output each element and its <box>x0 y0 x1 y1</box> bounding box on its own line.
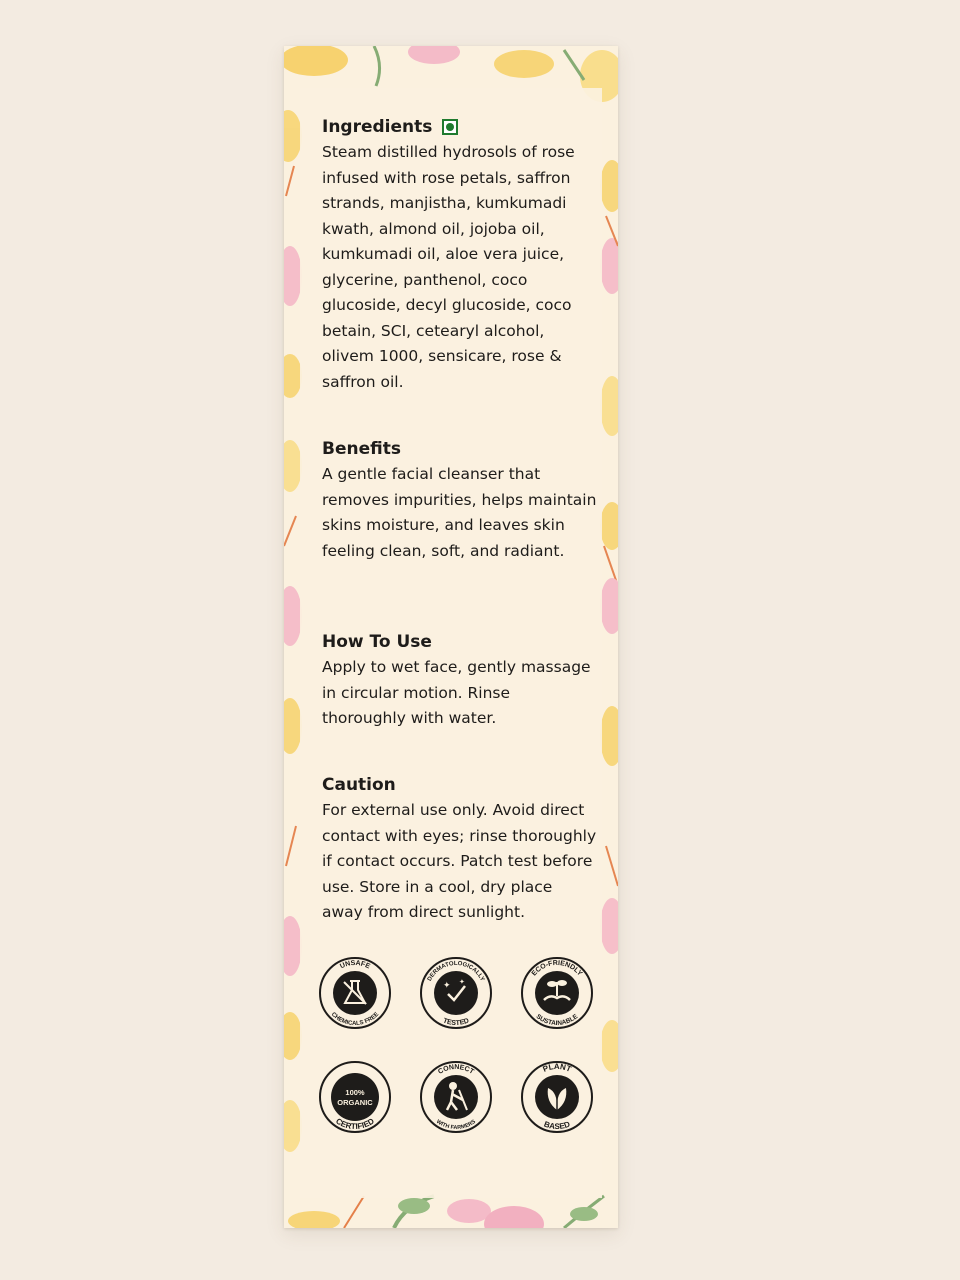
svg-text:✦: ✦ <box>459 978 465 986</box>
badge-bottom-text: BASED <box>542 1119 572 1132</box>
organic-certified-badge <box>314 1056 396 1138</box>
caution-section <box>322 774 598 926</box>
badge-top-text: PLANT <box>541 1061 573 1074</box>
vegetarian-mark-icon <box>442 119 458 135</box>
eco-friendly-sustainable-badge <box>516 952 598 1034</box>
dermatologically-tested-badge <box>415 952 497 1034</box>
badge-top-text: DERMATOLOGICALLY <box>426 960 486 983</box>
badge-bottom-text: WITH FARMERS <box>435 1118 477 1132</box>
badge-top-text: CONNECT <box>437 1063 475 1076</box>
badge-center-line2: ORGANIC <box>337 1098 373 1107</box>
connect-with-farmers-badge <box>415 1056 497 1138</box>
badge-top-text: UNSAFE <box>339 959 371 971</box>
ingredients-heading: Ingredients <box>322 116 598 138</box>
plant-based-badge <box>516 1056 598 1138</box>
unsafe-chemicals-free-badge <box>314 952 396 1034</box>
ingredients-section <box>322 116 598 395</box>
caution-heading: Caution <box>322 775 396 795</box>
benefits-heading: Benefits <box>322 439 401 459</box>
benefits-section <box>322 438 598 564</box>
how-to-use-section <box>322 631 598 732</box>
badge-bottom-text: TESTED <box>441 1017 471 1028</box>
how-to-use-text: Apply to wet face, gently massage in circular motion. Rinse thoroughly with water. <box>322 658 591 727</box>
svg-text:UNSAFE <box>339 960 371 971</box>
benefits-text: A gentle facial cleanser that removes impurities, helps maintain skins moisture, and leaves skin feeling clean, soft, and radiant. <box>322 465 597 560</box>
badge-bottom-text: CERTIFIED <box>334 1116 376 1132</box>
badge-bottom-text: SUSTAINABLE <box>534 1013 580 1028</box>
svg-text:BASED <box>543 1119 572 1131</box>
how-to-use-heading: How To Use <box>322 632 432 652</box>
product-box-side <box>284 46 618 1228</box>
badge-bottom-text: CHEMICALS FREE <box>329 1011 381 1028</box>
caution-text: For external use only. Avoid direct contact with eyes; rinse thoroughly if contact occurs. Patch test before use. Store in a cool, dry place away from direct sunlight. <box>322 801 597 921</box>
badge-top-text: ECO-FRIENDLY <box>530 959 584 978</box>
ingredients-text: Steam distilled hydrosols of rose infused with rose petals, saffron strands, manjistha, kumkumadi kwath, almond oil, jojoba oil, kumkumadi oil, aloe vera juice, glycerine, panthenol, coco glucoside, decyl glucoside, coco betain, SCI, cetearyl alcohol, olivem 1000, sensicare, rose & saffron oil. <box>322 143 575 391</box>
svg-text:✦: ✦ <box>443 981 451 991</box>
badge-center-line1: 100% <box>345 1088 365 1097</box>
